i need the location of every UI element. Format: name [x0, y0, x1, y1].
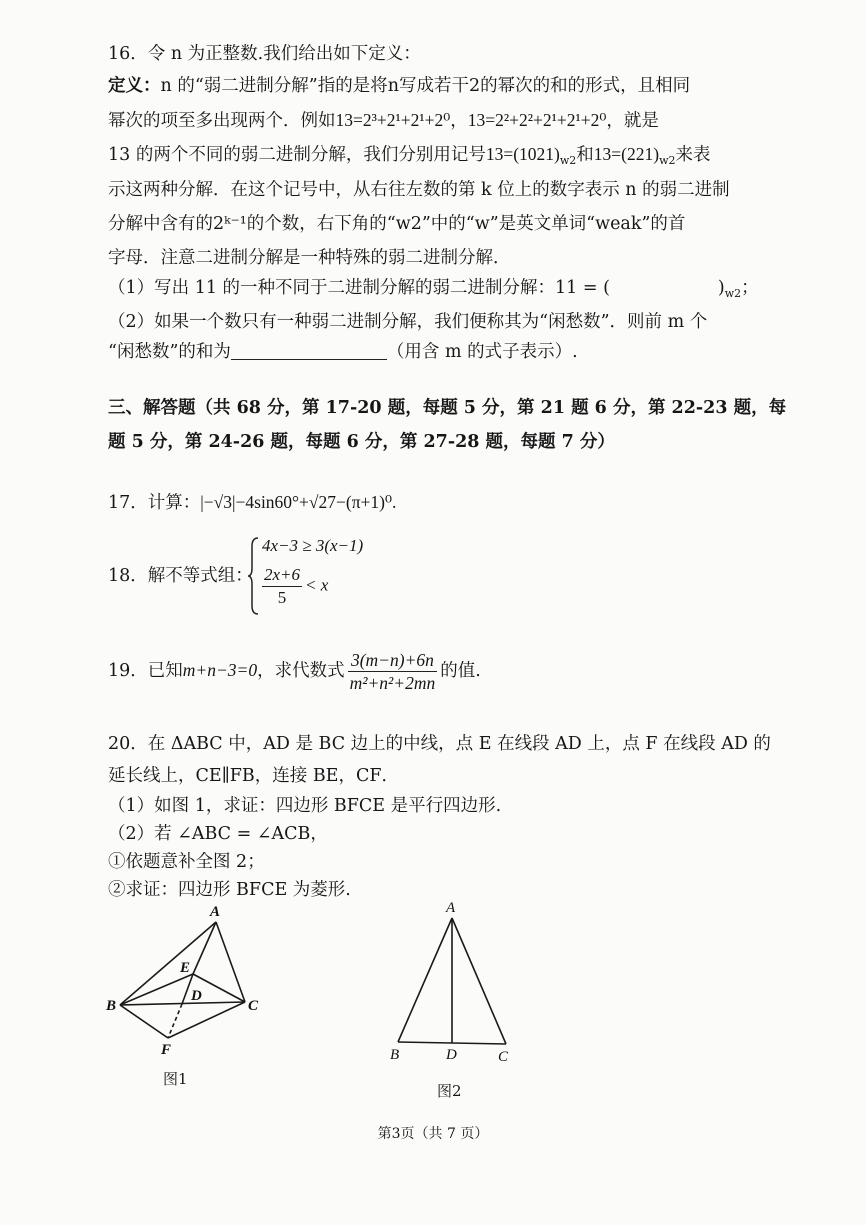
- example-2: 13=2²+2²+2¹+2¹+2⁰: [467, 110, 607, 130]
- definition-text: n 的“弱二进制分解”指的是将n写成若干2的幂次的和的形式，且相同: [160, 76, 691, 96]
- label-a: A: [210, 904, 221, 920]
- label-b: B: [390, 1047, 400, 1063]
- q18-inequality-system: [246, 536, 426, 616]
- label-a: A: [446, 900, 456, 916]
- notation-subscript: w2: [659, 154, 676, 167]
- section3-header-line2: 题 5 分，第 24-26 题，每题 6 分，第 27-28 题，每题 7 分）: [108, 432, 615, 452]
- segment-ab: [398, 918, 452, 1042]
- definition-text: 13 的两个不同的弱二进制分解，我们分别用记号: [108, 145, 486, 165]
- figure-2-diagram: [380, 896, 530, 1068]
- inequality-1: 4x−3 ≥ 3(x−1): [262, 536, 364, 555]
- notation-1: 13=(1021): [485, 144, 560, 164]
- q19-fraction: [348, 649, 438, 694]
- q17-expression: |−√3|−4sin60°+√27−(π+1)⁰.: [200, 492, 397, 512]
- fraction-numerator: 2x+6: [262, 564, 302, 587]
- label-e: E: [180, 960, 191, 976]
- label-d: D: [446, 1047, 457, 1063]
- q19-condition: m+n−3=0: [182, 660, 258, 680]
- q18-label: 18．解不等式组：: [108, 566, 253, 586]
- fraction-denominator: m²+n²+2mn: [349, 673, 436, 693]
- notation-subscript: w2: [559, 154, 577, 167]
- definition-text: ，就是: [606, 111, 659, 131]
- q16-definition-line6: 字母．注意二进制分解是一种特殊的弱二进制分解．: [108, 248, 511, 268]
- inequality-2: [262, 564, 328, 609]
- part2-text: “闲愁数”的和为: [108, 342, 231, 362]
- q19: [108, 646, 481, 695]
- figure-1-diagram: [100, 900, 280, 1060]
- left-brace-icon: [246, 536, 260, 616]
- page-footer: 第3页（共 7 页）: [377, 1126, 489, 1142]
- part1-subscript: w2: [724, 287, 742, 300]
- definition-text: 来表: [675, 145, 711, 165]
- q16-definition-line3: [108, 142, 711, 167]
- notation-2: 13=(221): [593, 144, 660, 164]
- label-c: C: [248, 998, 259, 1014]
- q19-label: 19．已知: [108, 661, 183, 681]
- inequality-2-rhs: < x: [305, 575, 329, 595]
- q16-definition-line2: 幂次的项至多出现两个．例如13=2³+2¹+2¹+2⁰，13=2²+2²+2¹+2¹+2⁰，就是: [108, 110, 659, 131]
- label-d: D: [191, 988, 202, 1004]
- q16-definition-line5: 分解中含有的2ᵏ⁻¹的个数，右下角的“w2”中的“w”是英文单词“weak”的首: [108, 214, 686, 234]
- q16-part2-line1: （2）如果一个数只有一种弱二进制分解，我们便称其为“闲愁数”．则前 m 个: [108, 312, 708, 332]
- part1-tail: ；: [741, 278, 759, 298]
- definition-text: 幂次的项至多出现两个．例如: [108, 111, 336, 131]
- fraction-denominator: 5: [277, 588, 287, 607]
- q20-part2: （2）若 ∠ABC = ∠ACB，: [108, 824, 328, 844]
- segment-fc: [168, 1002, 245, 1038]
- segment-ac: [452, 918, 506, 1044]
- part1-paren-close: ): [717, 278, 725, 298]
- fraction-numerator: 3(m−n)+6n: [348, 649, 438, 672]
- label-f: F: [161, 1042, 172, 1058]
- q17-label: 17．计算：: [108, 493, 201, 513]
- part2-text: （用含 m 的式子表示）.: [386, 342, 578, 362]
- q20-line2: 延长线上，CE∥FB，连接 BE，CF．: [108, 766, 399, 786]
- definition-label: 定义：: [108, 76, 161, 96]
- q16-definition-line4: 示这两种分解．在这个记号中，从右往左数的第 k 位上的数字表示 n 的弱二进制: [108, 180, 730, 200]
- q16-part1: [108, 276, 759, 300]
- label-b: B: [106, 998, 117, 1014]
- figure-2-caption: 图2: [437, 1082, 462, 1100]
- q20-part2b: ②求证：四边形 BFCE 为菱形.: [108, 880, 351, 900]
- answer-blank[interactable]: [231, 341, 387, 360]
- segment-ae: [193, 922, 216, 974]
- figure-1-caption: 图1: [163, 1070, 188, 1088]
- q19-text: 的值.: [440, 661, 481, 681]
- definition-text: 和: [576, 145, 594, 165]
- q16-title: 16．令 n 为正整数.我们给出如下定义：: [108, 44, 421, 64]
- segment-be: [120, 974, 193, 1005]
- section3-header-line1: 三、解答题（共 68 分，第 17-20 题，每题 5 分，第 21 题 6 分，第 22-23 题，每: [108, 398, 787, 418]
- q20-part1: （1）如图 1，求证：四边形 BFCE 是平行四边形.: [108, 796, 502, 816]
- q16-definition-line1: [108, 74, 690, 98]
- q20-part2a: ①依题意补全图 2；: [108, 852, 265, 872]
- q20-line1: 20．在 ΔABC 中，AD 是 BC 边上的中线，点 E 在线段 AD 上，点 F 在线段 AD 的: [108, 734, 771, 754]
- segment-ac: [216, 922, 245, 1002]
- segment-bf: [120, 1005, 168, 1038]
- label-c: C: [498, 1049, 509, 1065]
- q16-part2-line2: [108, 340, 578, 364]
- part1-text: （1）写出 11 的一种不同于二进制分解的弱二进制分解：11 = (: [108, 278, 610, 298]
- example-1: 13=2³+2¹+2¹+2⁰: [335, 110, 451, 130]
- q17: [108, 490, 396, 515]
- q19-text: ，求代数式: [257, 661, 345, 681]
- inequality-2-fraction: [262, 564, 302, 609]
